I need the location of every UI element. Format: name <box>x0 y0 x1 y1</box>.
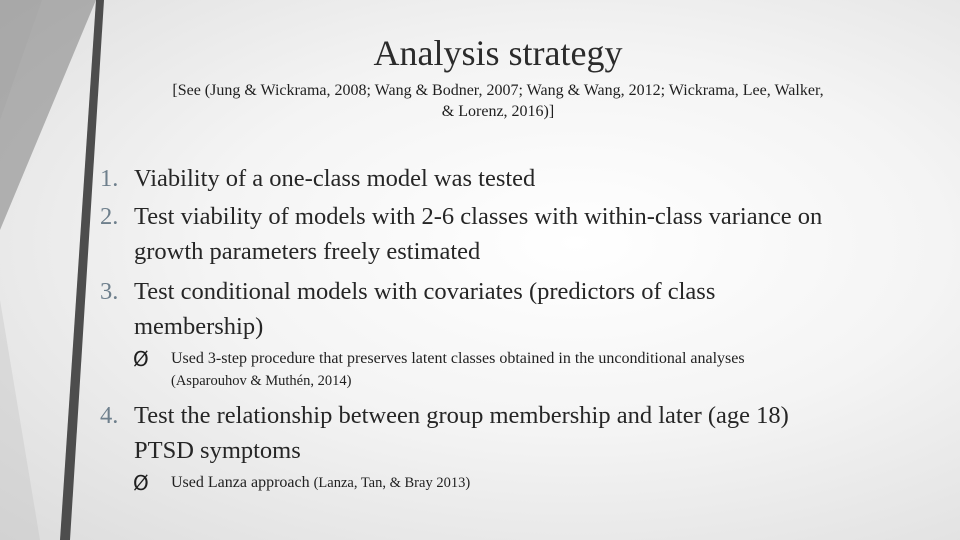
list-item-text <box>134 398 934 468</box>
list-item-3 <box>100 274 716 340</box>
sub-bullet-citation: (Lanza, Tan, & Bray 2013) <box>313 475 471 491</box>
list-item-line: Test the relationship between group membership and later (age 18) <box>134 402 789 429</box>
slide-title: Analysis strategy <box>373 33 623 73</box>
list-item-line: PTSD symptoms <box>134 437 301 464</box>
list-item-line: membership) <box>134 313 264 340</box>
list-number: 1. <box>100 165 119 192</box>
list-item-text <box>134 199 934 269</box>
arrow-bullet-icon: Ø <box>133 471 149 495</box>
list-item-1 <box>100 161 536 196</box>
sub-bullet-text <box>171 472 931 494</box>
list-item-2 <box>100 199 823 265</box>
sub-bullet-line: Used 3-step procedure that preserves latent classes obtained in the unconditional analyses <box>171 350 745 367</box>
list-item-line: Test conditional models with covariates (predictors of class <box>134 278 716 305</box>
list-number: 3. <box>100 278 119 305</box>
sub-bullet-text <box>171 348 931 392</box>
list-item-4 <box>100 398 789 464</box>
list-item-line: growth parameters freely estimated <box>134 238 481 265</box>
list-number: 2. <box>100 203 119 230</box>
list-number: 4. <box>100 402 119 429</box>
arrow-bullet-icon: Ø <box>133 347 149 371</box>
slide-citations: [See (Jung & Wickrama, 2008; Wang & Bodner, 2007; Wang & Wang, 2012; Wickrama, Lee, Walker, & Lorenz, 2016)] <box>172 82 824 120</box>
list-item-line: Test viability of models with 2-6 classes with within-class variance on <box>134 203 823 230</box>
sub-bullet-line: Used Lanza approach <box>171 474 310 491</box>
sub-bullet-citation: (Asparouhov & Muthén, 2014) <box>171 373 352 389</box>
list-item-text <box>134 274 934 344</box>
list-item-text: Viability of a one-class model was tested <box>134 165 536 192</box>
